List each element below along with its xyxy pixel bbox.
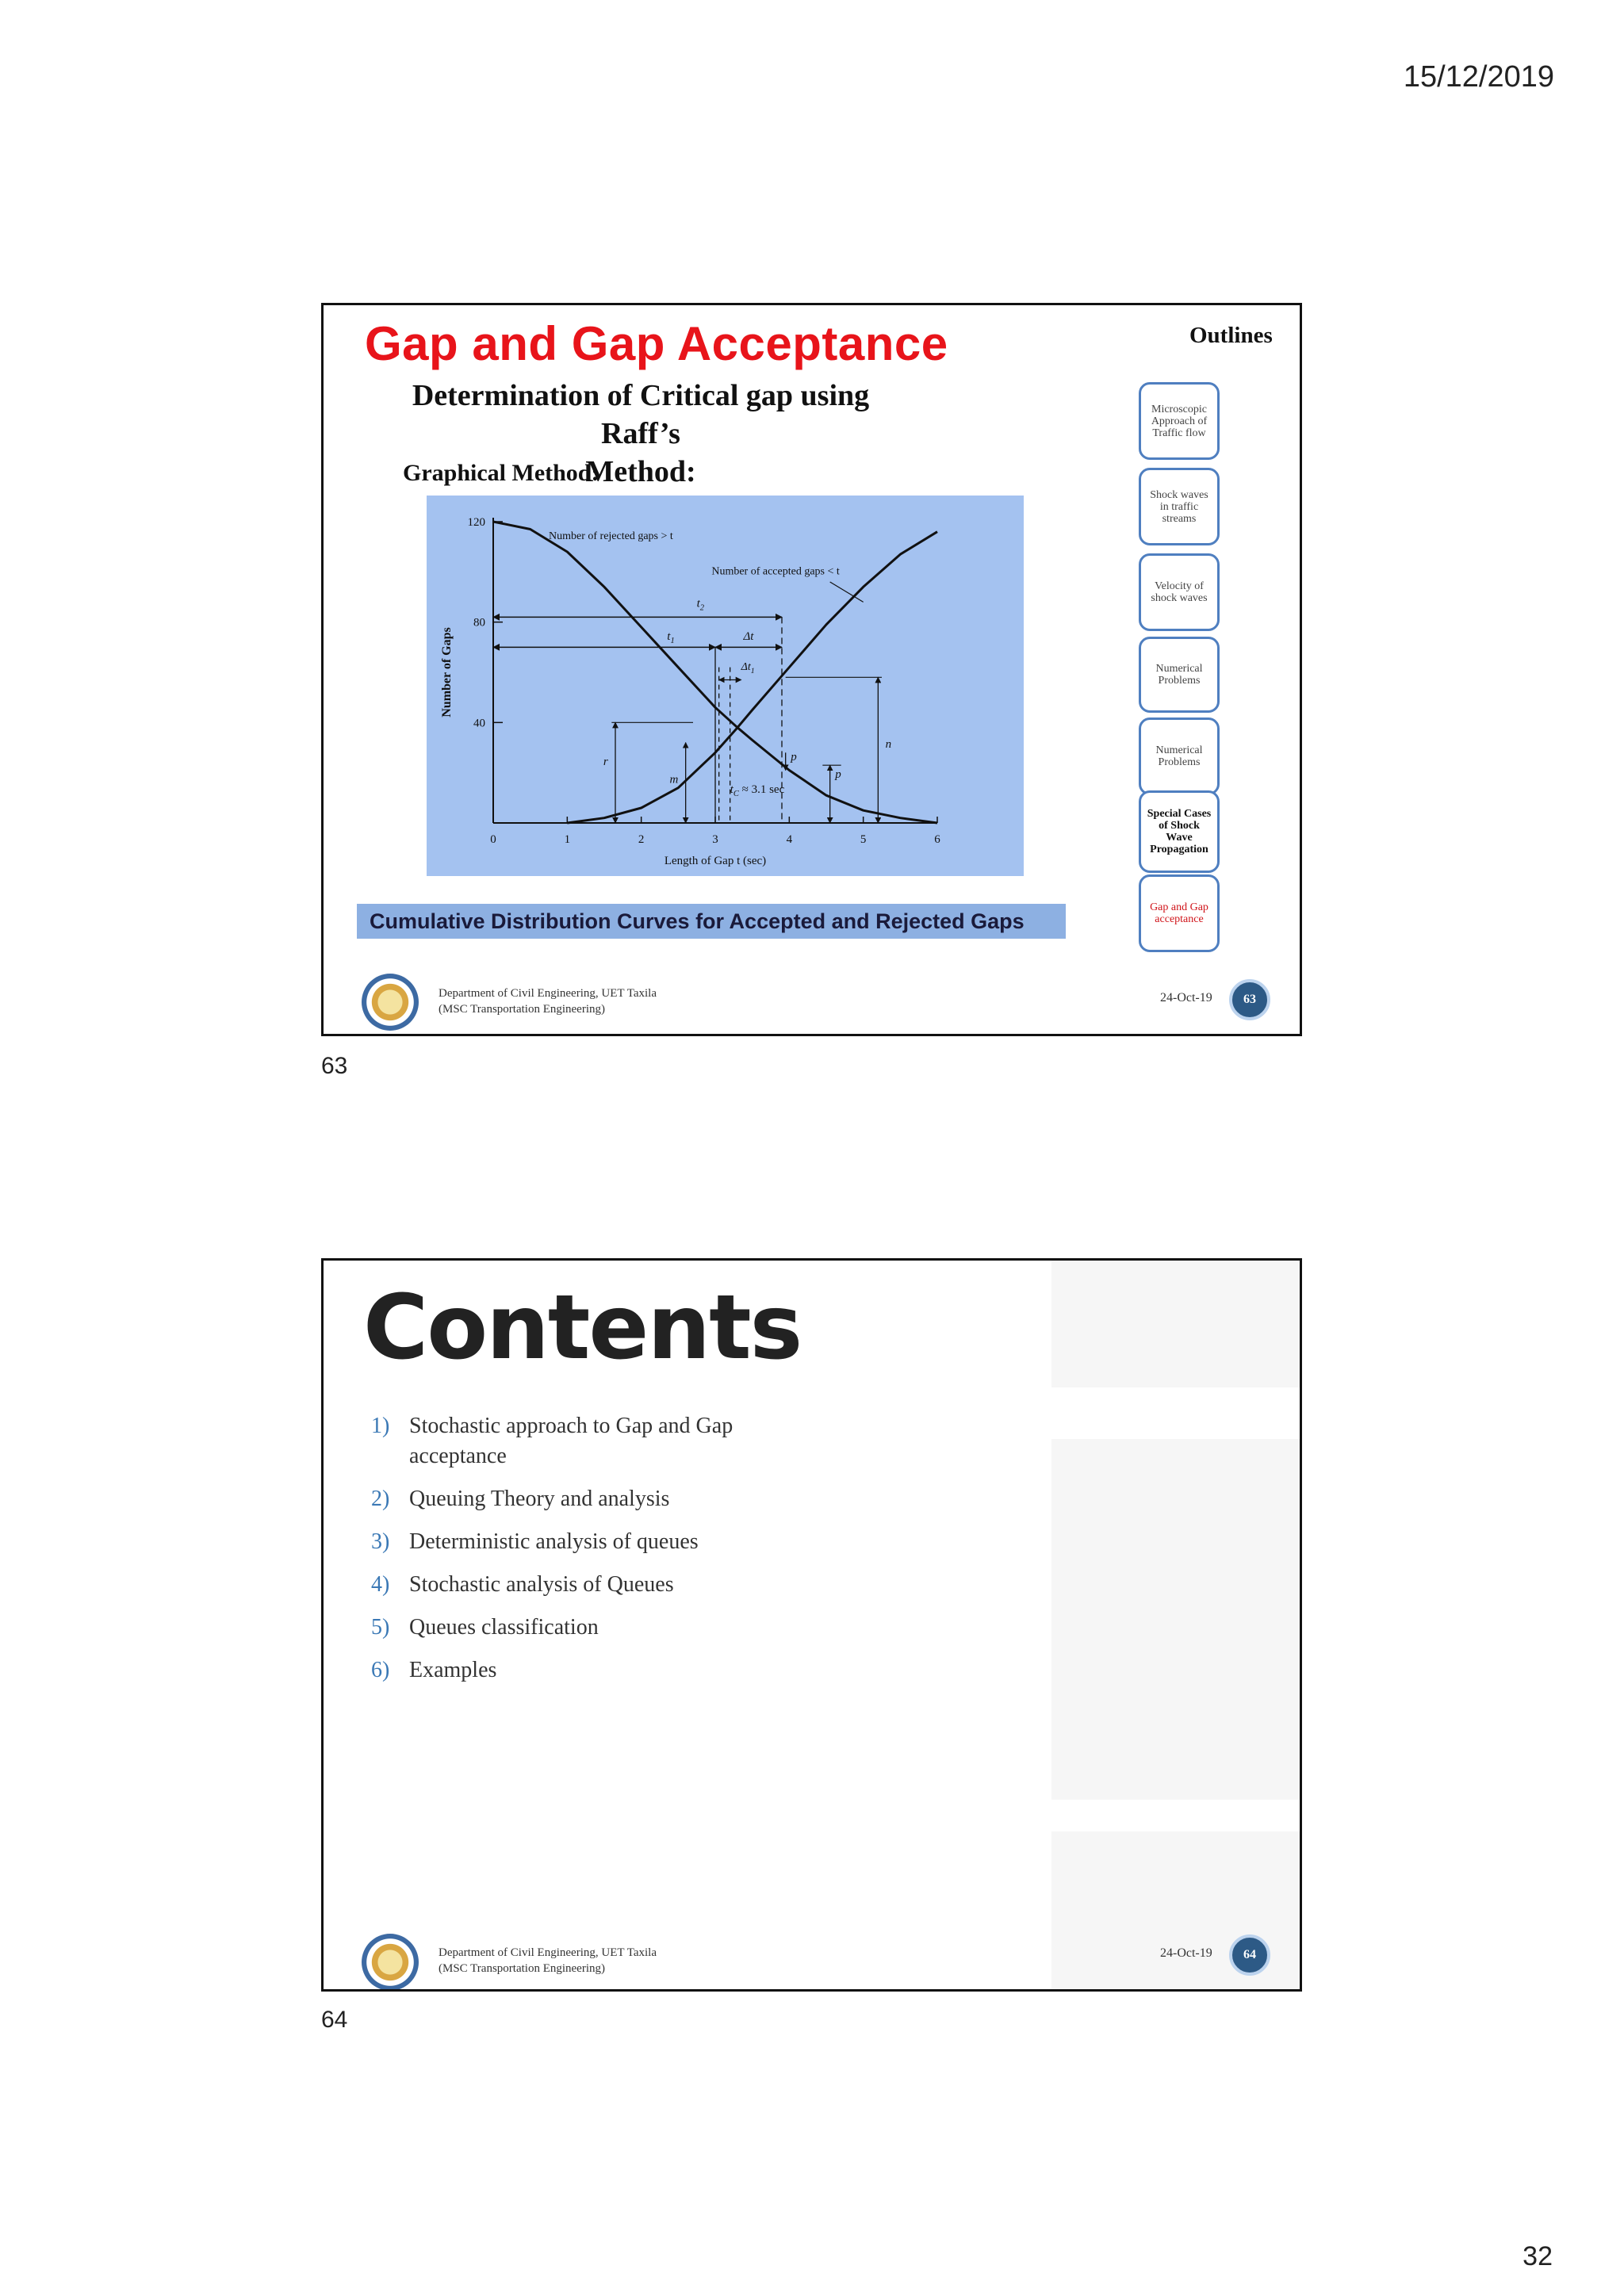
x-tick-label: 1 — [564, 833, 571, 846]
list-item-number: 2) — [371, 1487, 390, 1511]
outline-item-microscopic[interactable]: Microscopic Approach of Traffic flow — [1139, 382, 1220, 460]
list-item — [371, 1484, 815, 1514]
t2-label: $t_2$ — [696, 597, 705, 613]
list-item-number: 4) — [371, 1572, 390, 1597]
slide-number-badge: 63 — [1229, 979, 1270, 1020]
footer-dept-line-2: (MSC Transportation Engineering) — [439, 1003, 605, 1016]
list-item — [371, 1527, 815, 1557]
cumulative-distribution-chart — [427, 496, 1024, 876]
slide-64 — [321, 1258, 1302, 1992]
delta-t1-label: $\Delta t_1$ — [741, 660, 755, 675]
slide-title: Gap and Gap Acceptance — [365, 317, 948, 370]
x-tick-label: 4 — [786, 833, 793, 846]
label-r: r — [603, 756, 608, 769]
list-item — [371, 1613, 815, 1643]
y-tick-label: 40 — [473, 717, 485, 730]
x-tick-label: 5 — [860, 833, 867, 846]
decorative-panel — [1051, 1439, 1302, 1800]
slide-title: Contents — [363, 1276, 802, 1380]
footer-department — [439, 1945, 657, 1976]
x-tick-label: 3 — [712, 833, 718, 846]
footer-date: 24-Oct-19 — [1160, 991, 1212, 1004]
footer-dept-line-1: Department of Civil Engineering, UET Taxila — [439, 987, 657, 1000]
footer-dept-line-2: (MSC Transportation Engineering) — [439, 1962, 605, 1975]
footer-date: 24-Oct-19 — [1160, 1946, 1212, 1960]
outline-item-numerical-1[interactable]: Numerical Problems — [1139, 637, 1220, 713]
outline-item-numerical-2[interactable]: Numerical Problems — [1139, 718, 1220, 795]
x-tick-label: 6 — [934, 833, 940, 846]
contents-list — [371, 1411, 815, 1698]
slide-label-64: 64 — [321, 2007, 348, 2033]
list-item-number: 1) — [371, 1414, 390, 1438]
label-n: n — [885, 738, 892, 751]
chart-area — [427, 496, 1024, 876]
university-logo-icon — [362, 974, 419, 1031]
graph-method-label: Graphical Method: — [403, 460, 599, 486]
slide-number-badge: 64 — [1229, 1934, 1270, 1976]
sheet-date: 15/12/2019 — [1403, 60, 1554, 94]
subtitle-line-1: Determination of Critical gap using Raff’s — [412, 379, 870, 450]
chart-caption: Cumulative Distribution Curves for Accepted and Rejected Gaps — [357, 904, 1066, 939]
list-item-text: Stochastic approach to Gap and Gap acceptance — [409, 1414, 733, 1468]
outline-item-gap-acceptance[interactable]: Gap and Gap acceptance — [1139, 874, 1220, 952]
list-item-text: Deterministic analysis of queues — [409, 1529, 699, 1554]
decorative-panel — [1051, 1261, 1302, 1387]
list-item-number: 6) — [371, 1658, 390, 1682]
series-label-rejected: Number of rejected gaps > t — [549, 530, 673, 543]
subtitle-line-2: Method: — [585, 455, 696, 488]
series-label-accepted: Number of accepted gaps < t — [711, 565, 840, 578]
list-item-number: 5) — [371, 1615, 390, 1640]
list-item — [371, 1655, 815, 1686]
label-p-1: p — [791, 750, 797, 763]
list-item — [371, 1411, 815, 1471]
list-item-text: Examples — [409, 1658, 497, 1682]
label-p-2: p — [835, 768, 841, 781]
outline-item-shock-waves[interactable]: Shock waves in traffic streams — [1139, 468, 1220, 545]
y-axis-label: Number of Gaps — [440, 627, 454, 718]
x-axis-label: Length of Gap t (sec) — [664, 855, 767, 867]
y-tick-label: 80 — [473, 616, 485, 629]
sheet-page-number: 32 — [1522, 2241, 1553, 2271]
outline-item-special-cases[interactable]: Special Cases of Shock Wave Propagation — [1139, 790, 1220, 873]
label-m: m — [669, 773, 679, 786]
footer-department — [439, 985, 657, 1017]
slide-label-63: 63 — [321, 1053, 348, 1079]
outlines-title: Outlines — [1189, 323, 1273, 348]
list-item-number: 3) — [371, 1529, 390, 1554]
university-logo-icon — [362, 1934, 419, 1991]
list-item-text: Stochastic analysis of Queues — [409, 1572, 674, 1597]
list-item-text: Queuing Theory and analysis — [409, 1487, 670, 1511]
x-tick-label: 0 — [490, 833, 496, 846]
t1-label: $t_1$ — [667, 629, 675, 645]
footer-dept-line-1: Department of Civil Engineering, UET Taxila — [439, 1946, 657, 1959]
list-item — [371, 1570, 815, 1600]
slide-63 — [321, 303, 1302, 1036]
outline-item-velocity[interactable]: Velocity of shock waves — [1139, 553, 1220, 631]
x-tick-label: 2 — [638, 833, 645, 846]
critical-gap-label: $t_C \approx 3.1$ sec — [730, 783, 785, 798]
delta-t-label: Δt — [743, 629, 754, 643]
y-tick-label: 120 — [467, 516, 485, 529]
list-item-text: Queues classification — [409, 1615, 599, 1640]
